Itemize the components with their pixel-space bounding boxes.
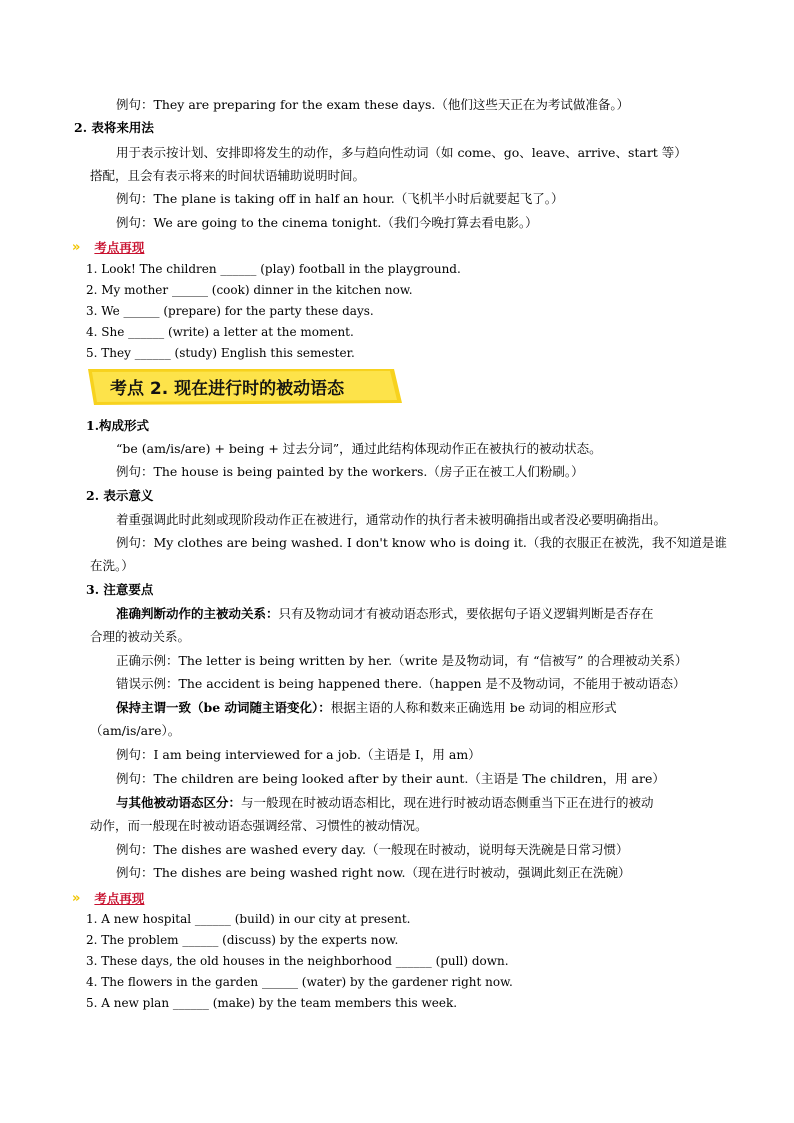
notes-p1-rest: 只有及物动词才有被动语态形式，要依据句子语义逻辑判断是否存在 — [278, 606, 654, 621]
structure-formula: “be (am/is/are) + being + 过去分词”，通过此结构体现动作正在被执行的被动状态。 — [116, 441, 602, 456]
banner-title: 考点 2. 现在进行时的被动语态 — [110, 379, 345, 399]
review-title-2: 考点再现 — [94, 891, 145, 906]
notes-p3-line2: 动作，而一般现在时被动语态强调经常、习惯性的被动情况。 — [90, 818, 428, 833]
double-chevron-icon: » — [72, 239, 79, 255]
exercise-2-5: 5. A new plan ______ (make) by the team members this week. — [86, 996, 458, 1010]
notes-heading: 3. 注意要点 — [86, 582, 154, 597]
example-simple-passive: 例句：The dishes are washed every day.（一般现在时被动，说明每天洗碗是日常习惯） — [116, 842, 629, 857]
notes-p1-bold: 准确判断动作的主被动关系： — [116, 606, 279, 621]
future-desc-2: 搭配，且会有表示将来的时间状语辅助说明时间。 — [90, 168, 366, 183]
future-desc-1: 用于表示按计划、安排即将发生的动作，多与趋向性动词（如 come、go、leave、arrive、start 等） — [116, 145, 687, 160]
future-heading: 2. 表将来用法 — [74, 120, 154, 135]
correct-example: 正确示例：The letter is being written by her.（write 是及物动词，有 “信被写” 的合理被动关系） — [116, 653, 688, 668]
exercise-2-2: 2. The problem ______ (discuss) by the experts now. — [86, 933, 399, 947]
wrong-example: 错误示例：The accident is being happened there.（happen 是不及物动词，不能用于被动语态） — [116, 676, 686, 691]
notes-p3-bold: 与其他被动语态区分： — [116, 795, 242, 810]
exercise-1-4: 4. She ______ (write) a letter at the moment. — [86, 325, 354, 339]
exercise-2-1: 1. A new hospital ______ (build) in our city at present. — [86, 912, 411, 926]
review-header-2 — [72, 889, 144, 907]
notes-p1-line2: 合理的被动关系。 — [90, 629, 191, 644]
notes-p1 — [116, 606, 654, 621]
structure-heading: 1.构成形式 — [86, 418, 150, 433]
exercise-1-2: 2. My mother ______ (cook) dinner in the kitchen now. — [86, 283, 413, 297]
meaning-heading: 2. 表示意义 — [86, 488, 154, 503]
future-example-1: 例句：The plane is taking off in half an hour.（飞机半小时后就要起飞了。） — [116, 191, 564, 206]
review-header-1 — [72, 238, 144, 256]
notes-p2 — [116, 700, 617, 715]
double-chevron-icon: » — [72, 890, 79, 906]
notes-p2-bold: 保持主谓一致（be 动词随主语变化）： — [116, 700, 331, 715]
exercise-1-3: 3. We ______ (prepare) for the party these days. — [86, 304, 374, 318]
notes-p2-rest: 根据主语的人称和数来正确选用 be 动词的相应形式 — [330, 700, 617, 715]
notes-p3 — [116, 795, 654, 810]
exercise-2-3: 3. These days, the old houses in the neighborhood ______ (pull) down. — [86, 954, 509, 968]
notes-p2-line2: （am/is/are）。 — [90, 723, 181, 738]
review-title-1: 考点再现 — [94, 240, 145, 255]
section-banner — [88, 367, 402, 407]
meaning-example-1: 例句：My clothes are being washed. I don't know who is doing it.（我的衣服正在被洗，我不知道是谁 — [116, 535, 727, 550]
meaning-example-2: 在洗。） — [90, 558, 134, 573]
example-prev: 例句：They are preparing for the exam these days.（他们这些天正在为考试做准备。） — [116, 97, 630, 112]
example-progressive-passive: 例句：The dishes are being washed right now.（现在进行时被动，强调此刻正在洗碗） — [116, 865, 631, 880]
exercise-2-4: 4. The flowers in the garden ______ (water) by the gardener right now. — [86, 975, 513, 989]
exercise-1-5: 5. They ______ (study) English this semester. — [86, 346, 355, 360]
example-are: 例句：The children are being looked after by their aunt.（主语是 The children，用 are） — [116, 771, 665, 786]
notes-p3-rest: 与一般现在时被动语态相比，现在进行时被动语态侧重当下正在进行的被动 — [241, 795, 654, 810]
meaning-desc: 着重强调此时此刻或现阶段动作正在被进行，通常动作的执行者未被明确指出或者没必要明确指出。 — [116, 512, 667, 527]
exercise-1-1: 1. Look! The children ______ (play) football in the playground. — [86, 262, 461, 276]
future-example-2: 例句：We are going to the cinema tonight.（我们今晚打算去看电影。） — [116, 215, 538, 230]
example-am: 例句：I am being interviewed for a job.（主语是 I，用 am） — [116, 747, 481, 762]
structure-example: 例句：The house is being painted by the workers.（房子正在被工人们粉刷。） — [116, 464, 584, 479]
